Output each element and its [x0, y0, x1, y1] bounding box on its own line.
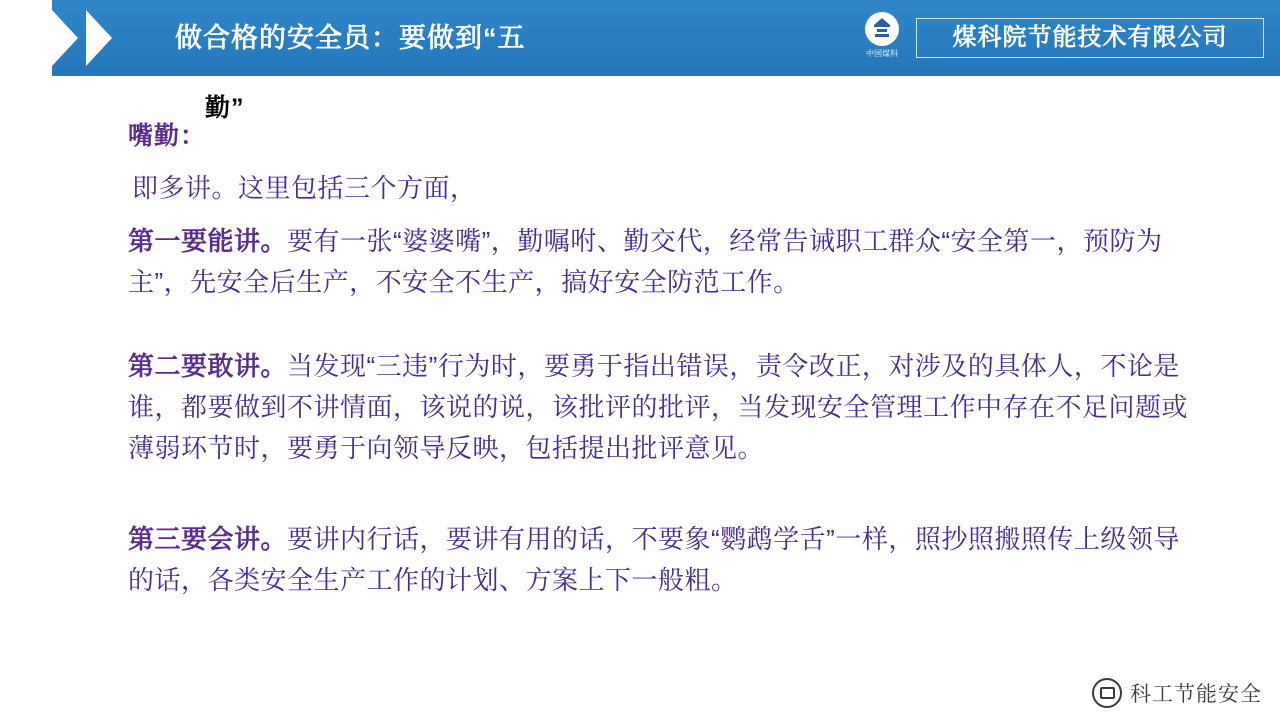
slide-title-second-line: 勤”	[205, 94, 245, 122]
paragraph-intro-text: 即多讲。这里包括三个方面，	[132, 173, 477, 203]
slide-content	[0, 76, 1280, 720]
paragraph-second-point-text: 当发现“三违”行为时，要勇于指出错误，责令改正，对涉及的具体人，不论是谁，都要做到不讲情面，该说的说，该批评的批评，当发现安全管理工作中存在不足问题或薄弱环节时，要勇于向领导反映，包括提出批评意见。	[128, 351, 1189, 463]
company-logo	[854, 12, 910, 66]
paragraph-third-point-heading: 第三要会讲。	[128, 524, 288, 554]
paragraph-first-point-heading: 第一要能讲。	[128, 226, 288, 256]
slide-header-bar	[0, 0, 1280, 76]
paragraph-intro	[132, 168, 1192, 209]
paragraph-third-point-text: 要讲内行话，要讲有用的话，不要象“鹦鹉学舌”一样，照抄照搬照传上级领导的话，各类安全生产工作的计划、方案上下一般粗。	[128, 524, 1180, 595]
paragraph-second-point	[128, 346, 1188, 469]
company-name-box: 煤科院节能技术有限公司	[916, 18, 1264, 58]
coal-research-logo-icon	[865, 12, 899, 46]
watermark	[1092, 678, 1262, 708]
chevron-right-icon	[52, 10, 78, 66]
header-white-block	[0, 0, 52, 76]
slide-title: 做合格的安全员：要做到“五	[175, 23, 526, 53]
lead-label: 嘴勤：	[128, 122, 207, 150]
chevron-right-icon-2	[86, 10, 112, 66]
paragraph-third-point	[128, 519, 1188, 601]
paragraph-first-point	[128, 221, 1188, 303]
watermark-text: 科工节能安全	[1130, 683, 1262, 706]
logo-caption: 中国煤科	[866, 49, 898, 58]
paragraph-second-point-heading: 第二要敢讲。	[128, 351, 288, 381]
paragraph-first-point-text: 要有一张“婆婆嘴”，勤嘱咐、勤交代，经常告诫职工群众“安全第一，预防为主”，先安全后生产，不安全不生产，搞好安全防范工作。	[128, 226, 1163, 297]
wechat-icon	[1092, 678, 1122, 708]
